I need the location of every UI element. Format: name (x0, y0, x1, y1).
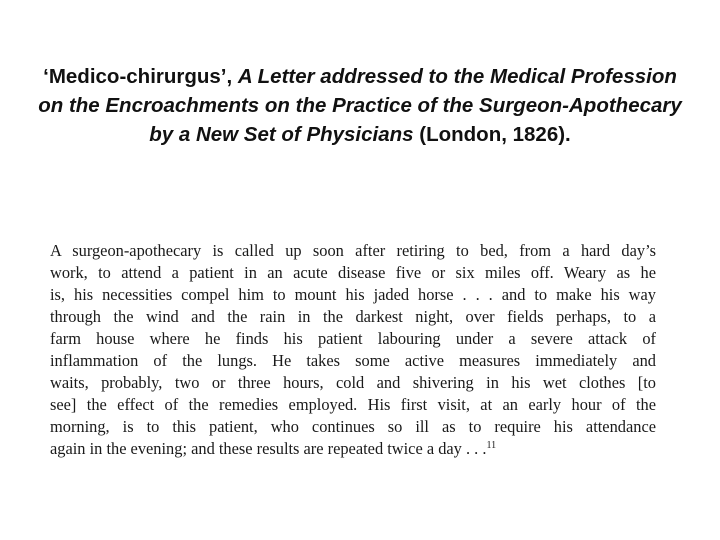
quote-line: see] the effect of the remedies employed. His first visit, at an early hour of the (50, 395, 656, 414)
footnote-marker: 11 (486, 440, 497, 451)
quote-line: waits, probably, two or three hours, cold and shivering in his wet clothes [to (50, 373, 656, 392)
quote-line: inflammation of the lungs. He takes some active measures immediately and (50, 351, 656, 370)
quote-line: morning, is to this patient, who continues so ill as to require his attendance (50, 417, 656, 436)
quote-line: is, his necessities compel him to mount his jaded horse . . . and to make his way (50, 285, 656, 304)
citation-author: ‘Medico-chirurgus’, (43, 65, 238, 88)
quote-last-line (50, 438, 656, 460)
quote-line: A surgeon-apothecary is called up soon after retiring to bed, from a hard day’s (50, 241, 656, 260)
quotation-block (50, 240, 656, 460)
citation-title (36, 62, 684, 149)
quote-line: farm house where he finds his patient labouring under a severe attack of (50, 329, 656, 348)
citation-work-title: A Letter addressed to the Medical Profession on the Encroachments on the Practice of the Surgeon-Apothecary by a New Set of Physicians (38, 65, 682, 146)
quote-line: through the wind and the rain in the darkest night, over fields perhaps, to a (50, 307, 656, 326)
citation-publication: (London, 1826). (413, 123, 571, 146)
quote-line: again in the evening; and these results are repeated twice a day . . . (50, 439, 487, 458)
quote-line: work, to attend a patient in an acute disease five or six miles off. Weary as he (50, 263, 656, 282)
